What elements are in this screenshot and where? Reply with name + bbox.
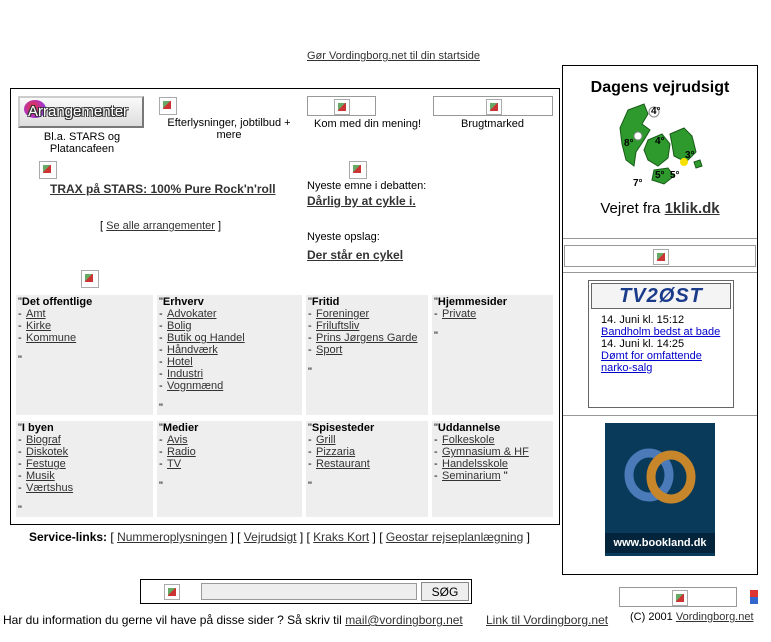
efterlysninger-link[interactable]: Efterlysninger, jobtilbud + mere — [167, 117, 291, 141]
footer-info-text: Har du information du gerne vil have på disse sider ? Så skriv til — [3, 613, 342, 627]
mening-image-box[interactable] — [307, 96, 376, 116]
map-temp: 4° — [651, 106, 661, 117]
category-link[interactable]: - Gymnasium & HF — [434, 446, 551, 458]
category-link[interactable]: - Radio — [159, 446, 300, 458]
see-all-events — [100, 220, 221, 232]
copyright-text: (C) 2001 — [630, 611, 673, 623]
search-bar — [140, 579, 472, 604]
category-link[interactable]: - Festuge — [18, 458, 151, 470]
category-hjemmesider: "Hjemmesider - Private " — [432, 295, 553, 415]
news-link[interactable]: Dømt for omfattende narko-salg — [601, 350, 702, 374]
brugtmarked-link[interactable]: Brugtmarked — [461, 118, 524, 130]
category-link[interactable]: - Industri — [159, 368, 300, 380]
category-link[interactable]: - Pizzaria — [308, 446, 426, 458]
see-all-events-link[interactable]: Se alle arrangementer — [106, 220, 215, 232]
category-link[interactable]: - TV — [159, 458, 300, 470]
category-link[interactable]: - Prins Jørgens Garde — [308, 332, 426, 344]
search-input[interactable] — [201, 583, 417, 600]
category-fritid: "Fritid - Foreninger - Friluftsliv - Prins Jørgens Garde - Sport " — [306, 295, 428, 415]
category-link[interactable]: - Butik og Handel — [159, 332, 300, 344]
footer-link-to-site[interactable]: Link til Vordingborg.net — [486, 613, 609, 627]
service-links-label: Service-links: — [29, 530, 108, 544]
category-link[interactable]: - Seminarium — [434, 470, 501, 482]
map-temp: 5° — [670, 170, 680, 181]
efterlysninger-image-icon[interactable] — [159, 97, 177, 115]
category-ibyen: "I byen - Biograf - Diskotek - Festuge - Musik - Værtshus " — [16, 421, 153, 517]
flag-icon — [750, 590, 758, 604]
arrangementer-caption: Bl.a. STARS og Platancafeen — [43, 131, 121, 155]
search-image-icon — [164, 584, 180, 600]
category-link[interactable]: - Musik — [18, 470, 151, 482]
category-link[interactable]: - Handelsskole — [434, 458, 551, 470]
category-image-icon — [81, 270, 99, 288]
weather-source-prefix: Vejret fra — [600, 200, 661, 217]
category-link[interactable]: - Grill — [308, 434, 426, 446]
category-link[interactable]: - Advokater — [159, 308, 300, 320]
map-temp: 7° — [633, 178, 643, 189]
divider — [563, 272, 757, 273]
search-button[interactable]: SØG — [421, 582, 469, 601]
map-temp: 3° — [685, 150, 695, 161]
category-link[interactable]: - Kommune — [18, 332, 151, 344]
category-link[interactable]: - Amt — [18, 308, 151, 320]
bracket-open: [ — [100, 220, 104, 232]
category-title: "Spisesteder — [308, 422, 375, 434]
newest-post-label: Nyeste opslag: — [307, 231, 380, 243]
service-link-nummeroplysningen[interactable]: Nummeroplysningen — [117, 530, 228, 544]
category-link[interactable]: - Værtshus — [18, 482, 151, 494]
category-link[interactable]: - Kirke — [18, 320, 151, 332]
map-temp: 4° — [655, 136, 665, 147]
debate-label: Nyeste emne i debatten: — [307, 180, 427, 192]
service-links: Service-links: [ Nummeroplysningen ] [ Vejrudsigt ] [ Kraks Kort ] [ Geostar rejseplanlægning ] — [29, 530, 530, 544]
news-link[interactable]: Bandholm bedst at bade — [601, 326, 721, 338]
footer-copyright — [630, 611, 754, 623]
category-title: "Erhverv — [159, 296, 204, 308]
weather-source — [563, 200, 757, 217]
category-offentlige: "Det offentlige - Amt - Kirke - Kommune " — [16, 295, 153, 415]
news-list — [589, 311, 733, 377]
category-uddannelse: "Uddannelse - Folkeskole - Gymnasium & HF - Handelsskole - Seminarium " — [432, 421, 553, 517]
category-title: "Fritid — [308, 296, 340, 308]
category-link[interactable]: - Håndværk — [159, 344, 300, 356]
category-link[interactable]: - Biograf — [18, 434, 151, 446]
category-link[interactable]: - Avis — [159, 434, 300, 446]
bookland-ad-text: www.bookland.dk — [605, 533, 715, 553]
category-link[interactable]: - Friluftsliv — [308, 320, 426, 332]
broken-image-icon — [486, 99, 502, 115]
map-temp: 5° — [655, 170, 665, 181]
category-link[interactable]: - Sport — [308, 344, 426, 356]
debate-topic-link[interactable]: Dårlig by at cykle i. — [307, 194, 416, 208]
category-title: "Medier — [159, 422, 199, 434]
category-link[interactable]: - Diskotek — [18, 446, 151, 458]
category-link[interactable]: - Private — [434, 308, 551, 320]
category-link[interactable]: - Hotel — [159, 356, 300, 368]
category-link[interactable]: - Foreninger — [308, 308, 426, 320]
category-link[interactable]: - Folkeskole — [434, 434, 551, 446]
category-link[interactable]: - Vognmænd — [159, 380, 300, 392]
news-time: 14. Juni kl. 15:12 — [601, 314, 685, 326]
mening-link[interactable]: Kom med din mening! — [314, 118, 421, 130]
category-title: "Det offentlige — [18, 296, 93, 308]
event-headline-link[interactable]: TRAX på STARS: 100% Pure Rock'n'roll — [50, 182, 276, 196]
broken-image-icon — [334, 99, 350, 115]
category-title: "Uddannelse — [434, 422, 501, 434]
service-link-vejrudsigt[interactable]: Vejrudsigt — [243, 530, 297, 544]
category-spisesteder: "Spisesteder - Grill - Pizzaria - Restaurant " — [306, 421, 428, 517]
set-startpage-link[interactable]: Gør Vordingborg.net til din startside — [307, 50, 481, 62]
category-medier: "Medier - Avis - Radio - TV " — [157, 421, 302, 517]
news-box — [588, 280, 734, 408]
category-title: "Hjemmesider — [434, 296, 507, 308]
newest-post-link[interactable]: Der står en cykel — [307, 248, 404, 262]
divider — [563, 415, 757, 416]
category-link[interactable]: - Bolig — [159, 320, 300, 332]
weather-title: Dagens vejrudsigt — [590, 79, 730, 96]
event-image-icon — [39, 161, 57, 179]
broken-image-icon — [653, 249, 669, 265]
copyright-link[interactable]: Vordingborg.net — [675, 611, 754, 623]
tv2-oest-logo[interactable]: TV2ØST — [591, 283, 731, 309]
sidebar-image-box[interactable] — [564, 245, 756, 267]
map-temp: 8° — [624, 138, 634, 149]
news-time: 14. Juni kl. 14:25 — [601, 338, 685, 350]
footer-info — [3, 613, 463, 627]
brugtmarked-image-box[interactable] — [433, 96, 553, 116]
service-link-geostar[interactable]: Geostar rejseplanlægning — [385, 530, 524, 544]
divider — [563, 238, 757, 239]
bracket-close: ] — [218, 220, 222, 232]
debate-image-icon — [349, 161, 367, 179]
arrangementer-button-label: Arrangementer — [28, 103, 129, 120]
broken-image-icon — [672, 590, 688, 606]
arrangementer-button[interactable] — [18, 96, 144, 128]
footer-image-box[interactable] — [619, 587, 737, 607]
bookland-rings-icon — [619, 445, 701, 507]
weather-source-link[interactable]: 1klik.dk — [664, 200, 720, 217]
bookland-ad[interactable] — [605, 423, 715, 556]
category-erhverv: "Erhverv - Advokater - Bolig - Butik og Handel - Håndværk - Hotel - Industri - Vognmænd " — [157, 295, 302, 415]
category-title: "I byen — [18, 422, 54, 434]
footer-email-link[interactable]: mail@vordingborg.net — [345, 613, 463, 627]
category-link[interactable]: - Restaurant — [308, 458, 426, 470]
service-link-kraks-kort[interactable]: Kraks Kort — [313, 530, 370, 544]
